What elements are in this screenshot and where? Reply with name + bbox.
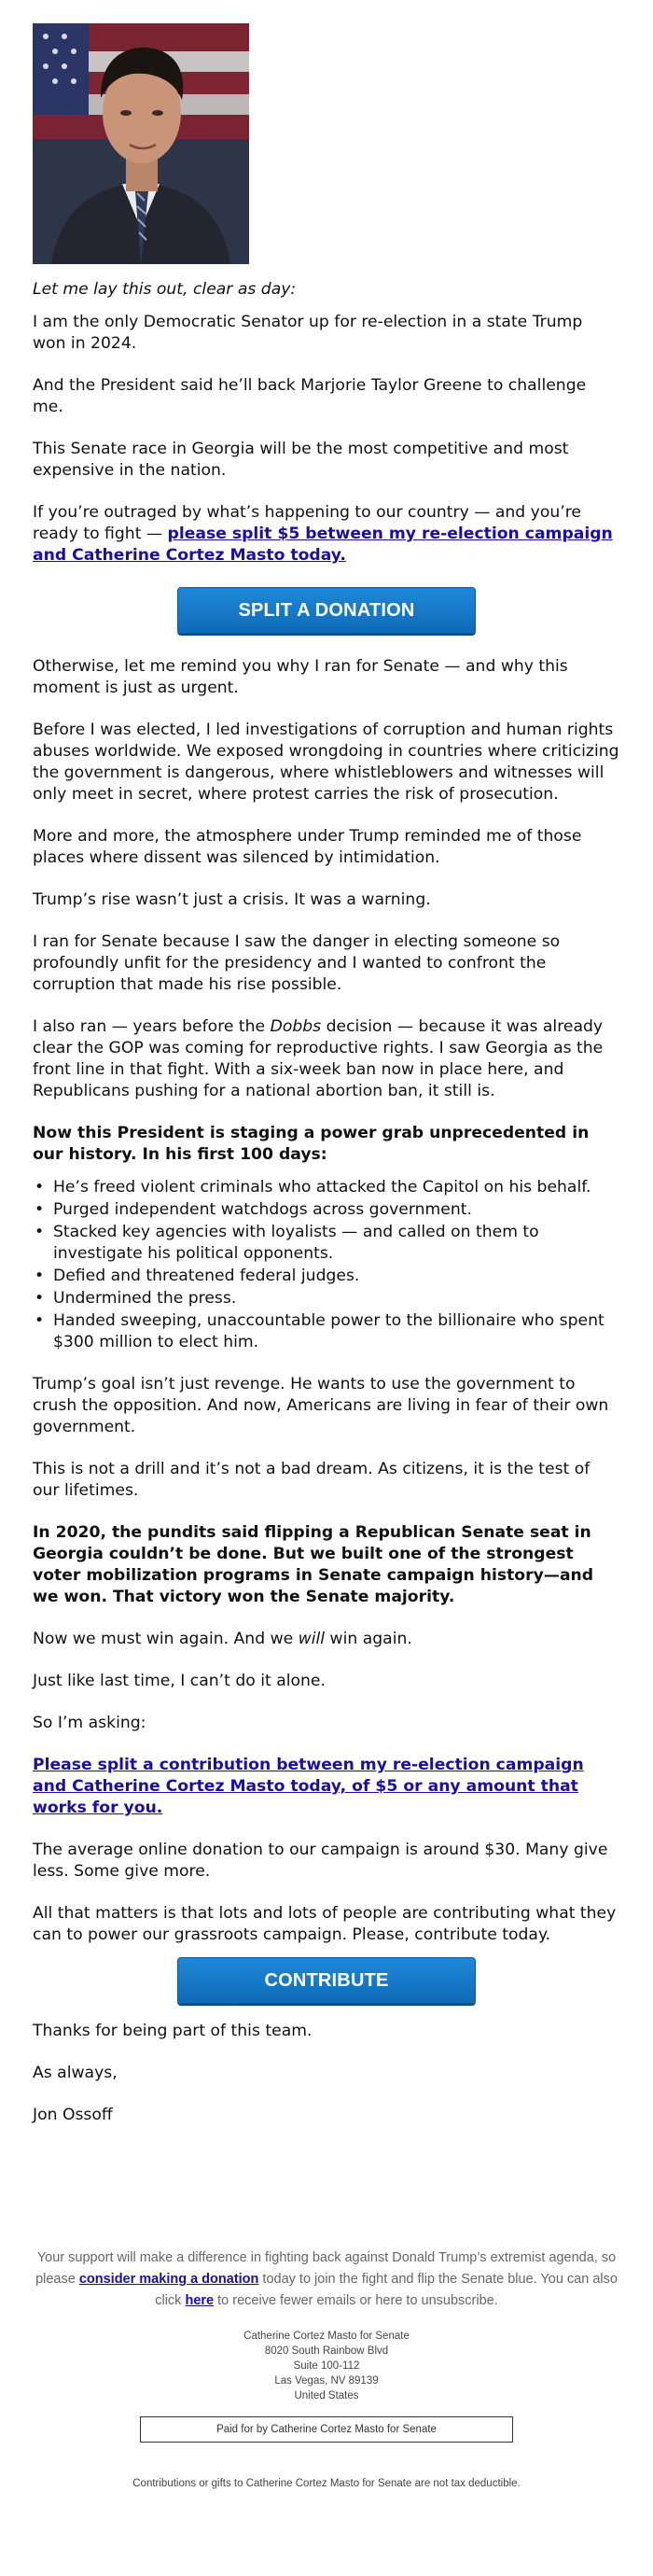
bullet-list	[33, 1177, 620, 1353]
paragraph	[33, 1755, 620, 1819]
signature: Jon Ossoff	[33, 2106, 113, 2124]
contribute-button[interactable]: CONTRIBUTE	[177, 1957, 476, 2004]
paragraph: Trump’s goal isn’t just revenge. He wants to use the government to crush the opposition. And now, Americans are living in fear of their own government.	[33, 1375, 609, 1436]
email-footer	[33, 2247, 620, 2489]
list-item: • Defied and threatened federal judges.	[33, 1266, 620, 1287]
paragraph: All that matters is that lots and lots of people are contributing what they can to power our grassroots campaign. Please, contribute today.	[33, 1904, 617, 1944]
list-item: • He’s freed violent criminals who attacked the Capitol on his behalf.	[33, 1177, 620, 1198]
mailing-address	[33, 2329, 620, 2403]
paragraph: Before I was elected, I led investigations of corruption and human rights abuses worldwide. We exposed wrongdoing in countries where criticizing the government is dangerous, where whistleblowers and witnesses will only meet in secret, where protest carries the risk of prosecution.	[33, 721, 619, 804]
paragraph: I ran for Senate because I saw the danger in electing someone so profoundly unfit for the presidency and I wanted to confront the corruption that made his rise possible.	[33, 932, 561, 994]
email-body	[33, 23, 620, 2147]
paragraph: The average online donation to our campaign is around $30. Many give less. Some give more.	[33, 1841, 608, 1881]
list-item: • Handed sweeping, unaccountable power to the billionaire who spent $300 million to elect him.	[33, 1310, 620, 1353]
bold-heading: In 2020, the pundits said flipping a Republican Senate seat in Georgia couldn’t be done. But we built one of the strongest voter mobilization programs in Senate campaign history—and we won. That victory won the Senate majority.	[33, 1523, 594, 1606]
paragraph: As always,	[33, 2064, 118, 2082]
address-line: 8020 South Rainbow Blvd	[264, 2345, 389, 2357]
paragraph: I also ran — years before the Dobbs decision — because it was already clear the GOP was coming for reproductive rights. I saw Georgia as the front line in that fight. With a six-week ban now in place here, and Republicans pushing for a national abortion ban, it still is.	[33, 1017, 604, 1100]
paragraph: Thanks for being part of this team.	[33, 2022, 313, 2040]
paragraph: This Senate race in Georgia will be the most competitive and most expensive in the nation.	[33, 440, 569, 480]
split-donation-link[interactable]: please split $5 between my re-election campaign and Catherine Cortez Masto today.	[33, 525, 613, 565]
donation-link[interactable]: consider making a donation	[78, 2272, 259, 2287]
candidate-photo	[33, 23, 249, 264]
paragraph: This is not a drill and it’s not a bad dream. As citizens, it is the test of our lifetimes.	[33, 1460, 590, 1500]
tax-disclaimer: Contributions or gifts to Catherine Cortez Masto for Senate are not tax deductible.	[132, 2478, 521, 2489]
split-donation-button[interactable]: SPLIT A DONATION	[177, 587, 476, 634]
paragraph: Just like last time, I can’t do it alone.	[33, 1672, 326, 1690]
list-item: • Purged independent watchdogs across government.	[33, 1199, 620, 1221]
address-line: Catherine Cortez Masto for Senate	[243, 2331, 410, 2342]
intro-line: Let me lay this out, clear as day:	[33, 280, 297, 299]
split-contribution-link[interactable]: Please split a contribution between my re-election campaign and Catherine Cortez Masto today, of $5 or any amount that works for you.	[33, 1756, 584, 1817]
address-line: United States	[294, 2390, 359, 2401]
paragraph: More and more, the atmosphere under Trump reminded me of those places where dissent was silenced by intimidation.	[33, 827, 582, 867]
list-item: • Stacked key agencies with loyalists — and called on them to investigate his political opponents.	[33, 1222, 620, 1265]
paid-for-box: Paid for by Catherine Cortez Masto for Senate	[140, 2416, 513, 2443]
support-text: Your support will make a difference in fighting back against Donald Trump’s extremist agenda, so please consider making a donation today to join the fight and flip the Senate blue. You can also click here to receive fewer emails or here to unsubscribe.	[35, 2250, 618, 2308]
paragraph: Otherwise, let me remind you why I ran for Senate — and why this moment is just as urgent.	[33, 657, 568, 697]
list-item: • Undermined the press.	[33, 1288, 620, 1309]
paragraph: Trump’s rise wasn’t just a crisis. It was a warning.	[33, 890, 431, 909]
fewer-emails-link[interactable]: here	[185, 2293, 215, 2308]
email-content	[33, 279, 620, 2126]
paragraph: If you’re outraged by what’s happening to our country — and you’re ready to fight — please split $5 between my re-election campaign and Catherine Cortez Masto today.	[33, 503, 613, 565]
paragraph: So I’m asking:	[33, 1714, 146, 1732]
paragraph: Now we must win again. And we will win again.	[33, 1630, 412, 1648]
address-line: Suite 100-112	[293, 2360, 360, 2372]
address-line: Las Vegas, NV 89139	[274, 2375, 379, 2387]
bold-heading: Now this President is staging a power grab unprecedented in our history. In his first 100 days:	[33, 1124, 590, 1164]
paragraph: I am the only Democratic Senator up for re-election in a state Trump won in 2024.	[33, 313, 583, 353]
paragraph: And the President said he’ll back Marjorie Taylor Greene to challenge me.	[33, 376, 587, 416]
